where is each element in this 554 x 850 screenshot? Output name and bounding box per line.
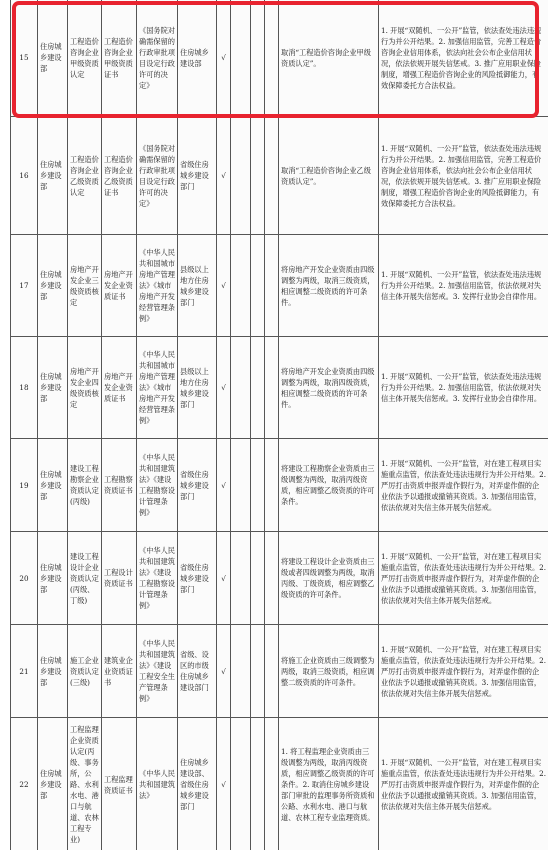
department-cell: 住房城乡建设部 [38, 0, 68, 117]
empty-cell [265, 117, 279, 235]
supervision-measures-cell: 1. 开展“双随机、一公开”监管，对在建工程项目实施重点监管，依法查处违法违规行为并公开结果。2. 严厉打击资质申报弄虚作假行为，对弄虚作假的企业依法予以通报或撤销其资质。3. 加强信用监管，依法依规对失信主体开展失信惩戒。 [379, 718, 549, 850]
check-mark: √ [217, 117, 231, 235]
reform-description-cell: 将房地产开发企业资质由四级调整为两级，取消三级资质，相应调整二级资质的许可条件。 [279, 235, 379, 337]
empty-cell [265, 532, 279, 625]
department-cell: 住房城乡建设部 [38, 439, 68, 532]
table-row [11, 718, 549, 850]
check-mark: √ [217, 337, 231, 439]
empty-cell [231, 235, 251, 337]
item-name-cell: 房地产开发企业三级资质核定 [68, 235, 102, 337]
check-mark: √ [217, 532, 231, 625]
legal-basis-cell: 《中华人民共和国建筑法》 [137, 718, 178, 850]
empty-cell [265, 625, 279, 718]
legal-basis-cell: 《国务院对确需保留的行政审批项目设定行政许可的决定》 [137, 0, 178, 117]
empty-cell [231, 625, 251, 718]
item-name-cell: 建设工程勘察企业资质认定(丙级) [68, 439, 102, 532]
row-number: 15 [11, 0, 38, 117]
row-number: 21 [11, 625, 38, 718]
empty-cell [251, 0, 265, 117]
empty-cell [265, 337, 279, 439]
reform-items-table [10, 0, 548, 850]
item-name-cell: 建设工程设计企业资质认定(丙级、丁级) [68, 532, 102, 625]
certificate-cell: 房地产开发企业资质证书 [102, 235, 137, 337]
item-name-cell: 工程造价咨询企业乙级资质认定 [68, 117, 102, 235]
department-cell: 住房城乡建设部 [38, 718, 68, 850]
department-cell: 住房城乡建设部 [38, 337, 68, 439]
empty-cell [265, 0, 279, 117]
certificate-cell: 建筑业企业资质证书 [102, 625, 137, 718]
authority-cell: 省级住房城乡建设部门 [178, 439, 217, 532]
table-row [11, 0, 549, 117]
department-cell: 住房城乡建设部 [38, 235, 68, 337]
reform-description-cell: 将施工企业资质由三级调整为两级，取消三级资质，相应调整二级资质的许可条件。 [279, 625, 379, 718]
authority-cell: 住房城乡建设部、省级住房城乡建设部门 [178, 718, 217, 850]
department-cell: 住房城乡建设部 [38, 117, 68, 235]
certificate-cell: 工程勘察资质证书 [102, 439, 137, 532]
legal-basis-cell: 《中华人民共和国城市房地产管理法》《城市房地产开发经营管理条例》 [137, 337, 178, 439]
authority-cell: 省级住房城乡建设部门 [178, 117, 217, 235]
supervision-measures-cell: 1. 开展“双随机、一公开”监管，依法查处违法违规行为并公开结果。2. 加强信用监管，完善工程造价咨询企业信用体系，依法向社会公布企业信用状况，依法依规开展失信惩戒。3. 推广应用职业保险制度，增强工程造价咨询企业的风险抵御能力，有效保障委托方合法权益。 [379, 0, 549, 117]
row-number: 17 [11, 235, 38, 337]
empty-cell [231, 337, 251, 439]
empty-cell [265, 235, 279, 337]
certificate-cell: 工程设计资质证书 [102, 532, 137, 625]
item-name-cell: 工程造价咨询企业甲级资质认定 [68, 0, 102, 117]
reform-description-cell: 1. 将工程监理企业资质由三级调整为两级，取消丙级资质，相应调整乙级资质的许可条件。2. 取消住房城乡建设部门审批的监理事务所资质和公路、水利水电、港口与航道、农林工程专业监理资质。 [279, 718, 379, 850]
table-row [11, 439, 549, 532]
table-row [11, 117, 549, 235]
item-name-cell: 工程监理企业资质认定(丙级、事务所，公路、水利水电、港口与航道、农林工程专业) [68, 718, 102, 850]
legal-basis-cell: 《中华人民共和国建筑法》《建设工程勘察设计管理条例》 [137, 439, 178, 532]
legal-basis-cell: 《中华人民共和国建筑法》《建设工程安全生产管理条例》 [137, 625, 178, 718]
table-row [11, 235, 549, 337]
document-sheet [10, 0, 548, 850]
empty-cell [251, 625, 265, 718]
certificate-cell: 工程监理资质证书 [102, 718, 137, 850]
reform-description-cell: 将建设工程勘察企业资质由三级调整为两级，取消丙级资质，相应调整乙级资质的许可条件。 [279, 439, 379, 532]
authority-cell: 住房城乡建设部 [178, 0, 217, 117]
certificate-cell: 工程造价咨询企业甲级资质证书 [102, 0, 137, 117]
empty-cell [265, 718, 279, 850]
empty-cell [265, 439, 279, 532]
row-number: 22 [11, 718, 38, 850]
table-row [11, 532, 549, 625]
supervision-measures-cell: 1. 开展“双随机、一公开”监管，对在建工程项目实施重点监管，依法查处违法违规行为并公开结果。2. 严厉打击资质申报弄虚作假行为，对弄虚作假的企业依法予以通报或撤销其资质。3. 加强信用监管，依法依规对失信主体开展失信惩戒。 [379, 625, 549, 718]
supervision-measures-cell: 1. 开展“双随机、一公开”监管，依法查处违法违规行为并公开结果。2. 加强信用监管，依法依规对失信主体开展失信惩戒。3. 发挥行业协会自律作用。 [379, 337, 549, 439]
table-row [11, 625, 549, 718]
department-cell: 住房城乡建设部 [38, 625, 68, 718]
legal-basis-cell: 《国务院对确需保留的行政审批项目设定行政许可的决定》 [137, 117, 178, 235]
authority-cell: 县级以上地方住房城乡建设部门 [178, 337, 217, 439]
row-number: 18 [11, 337, 38, 439]
empty-cell [251, 235, 265, 337]
empty-cell [251, 337, 265, 439]
empty-cell [251, 718, 265, 850]
check-mark: √ [217, 439, 231, 532]
empty-cell [231, 532, 251, 625]
empty-cell [251, 439, 265, 532]
row-number: 20 [11, 532, 38, 625]
check-mark: √ [217, 0, 231, 117]
supervision-measures-cell: 1. 开展“双随机、一公开”监管，依法查处违法违规行为并公开结果。2. 加强信用监管，完善工程造价咨询企业信用体系，依法向社会公布企业信用状况，依法依规开展失信惩戒。3. 推广应用职业保险制度，增强工程造价咨询企业的风险抵御能力，有效保障委托方合法权益。 [379, 117, 549, 235]
empty-cell [231, 117, 251, 235]
authority-cell: 省级、设区的市级住房城乡建设部门 [178, 625, 217, 718]
certificate-cell: 工程造价咨询企业乙级资质证书 [102, 117, 137, 235]
authority-cell: 省级住房城乡建设部门 [178, 532, 217, 625]
table-body [11, 0, 549, 850]
reform-description-cell: 将建设工程设计企业资质由三级或者四级调整为两级，取消丙级、丁级资质，相应调整乙级资质的许可条件。 [279, 532, 379, 625]
check-mark: √ [217, 718, 231, 850]
check-mark: √ [217, 625, 231, 718]
table-row [11, 337, 549, 439]
authority-cell: 县级以上地方住房城乡建设部门 [178, 235, 217, 337]
supervision-measures-cell: 1. 开展“双随机、一公开”监管，对在建工程项目实施重点监管，依法查处违法违规行为并公开结果。2. 严厉打击资质申报弄虚作假行为，对弄虚作假的企业依法予以通报或撤销其资质。3. 加强信用监管，依法依规对失信主体开展失信惩戒。 [379, 532, 549, 625]
department-cell: 住房城乡建设部 [38, 532, 68, 625]
legal-basis-cell: 《中华人民共和国城市房地产管理法》《城市房地产开发经营管理条例》 [137, 235, 178, 337]
supervision-measures-cell: 1. 开展“双随机、一公开”监管，依法查处违法违规行为并公开结果。2. 加强信用监管，依法依规对失信主体开展失信惩戒。3. 发挥行业协会自律作用。 [379, 235, 549, 337]
reform-description-cell: 取消“工程造价咨询企业乙级资质认定”。 [279, 117, 379, 235]
empty-cell [231, 0, 251, 117]
empty-cell [231, 439, 251, 532]
empty-cell [231, 718, 251, 850]
empty-cell [251, 117, 265, 235]
reform-description-cell: 取消“工程造价咨询企业甲级资质认定”。 [279, 0, 379, 117]
item-name-cell: 施工企业资质认定(三级) [68, 625, 102, 718]
row-number: 16 [11, 117, 38, 235]
check-mark: √ [217, 235, 231, 337]
item-name-cell: 房地产开发企业四级资质核定 [68, 337, 102, 439]
legal-basis-cell: 《中华人民共和国建筑法》《建设工程勘察设计管理条例》 [137, 532, 178, 625]
empty-cell [251, 532, 265, 625]
reform-description-cell: 将房地产开发企业资质由四级调整为两级，取消四级资质，相应调整二级资质的许可条件。 [279, 337, 379, 439]
supervision-measures-cell: 1. 开展“双随机、一公开”监管，对在建工程项目实施重点监管，依法查处违法违规行为并公开结果。2. 严厉打击资质申报弄虚作假行为，对弄虚作假的企业依法予以通报或撤销其资质。3. 加强信用监管，依法依规对失信主体开展失信惩戒。 [379, 439, 549, 532]
row-number: 19 [11, 439, 38, 532]
certificate-cell: 房地产开发企业资质证书 [102, 337, 137, 439]
